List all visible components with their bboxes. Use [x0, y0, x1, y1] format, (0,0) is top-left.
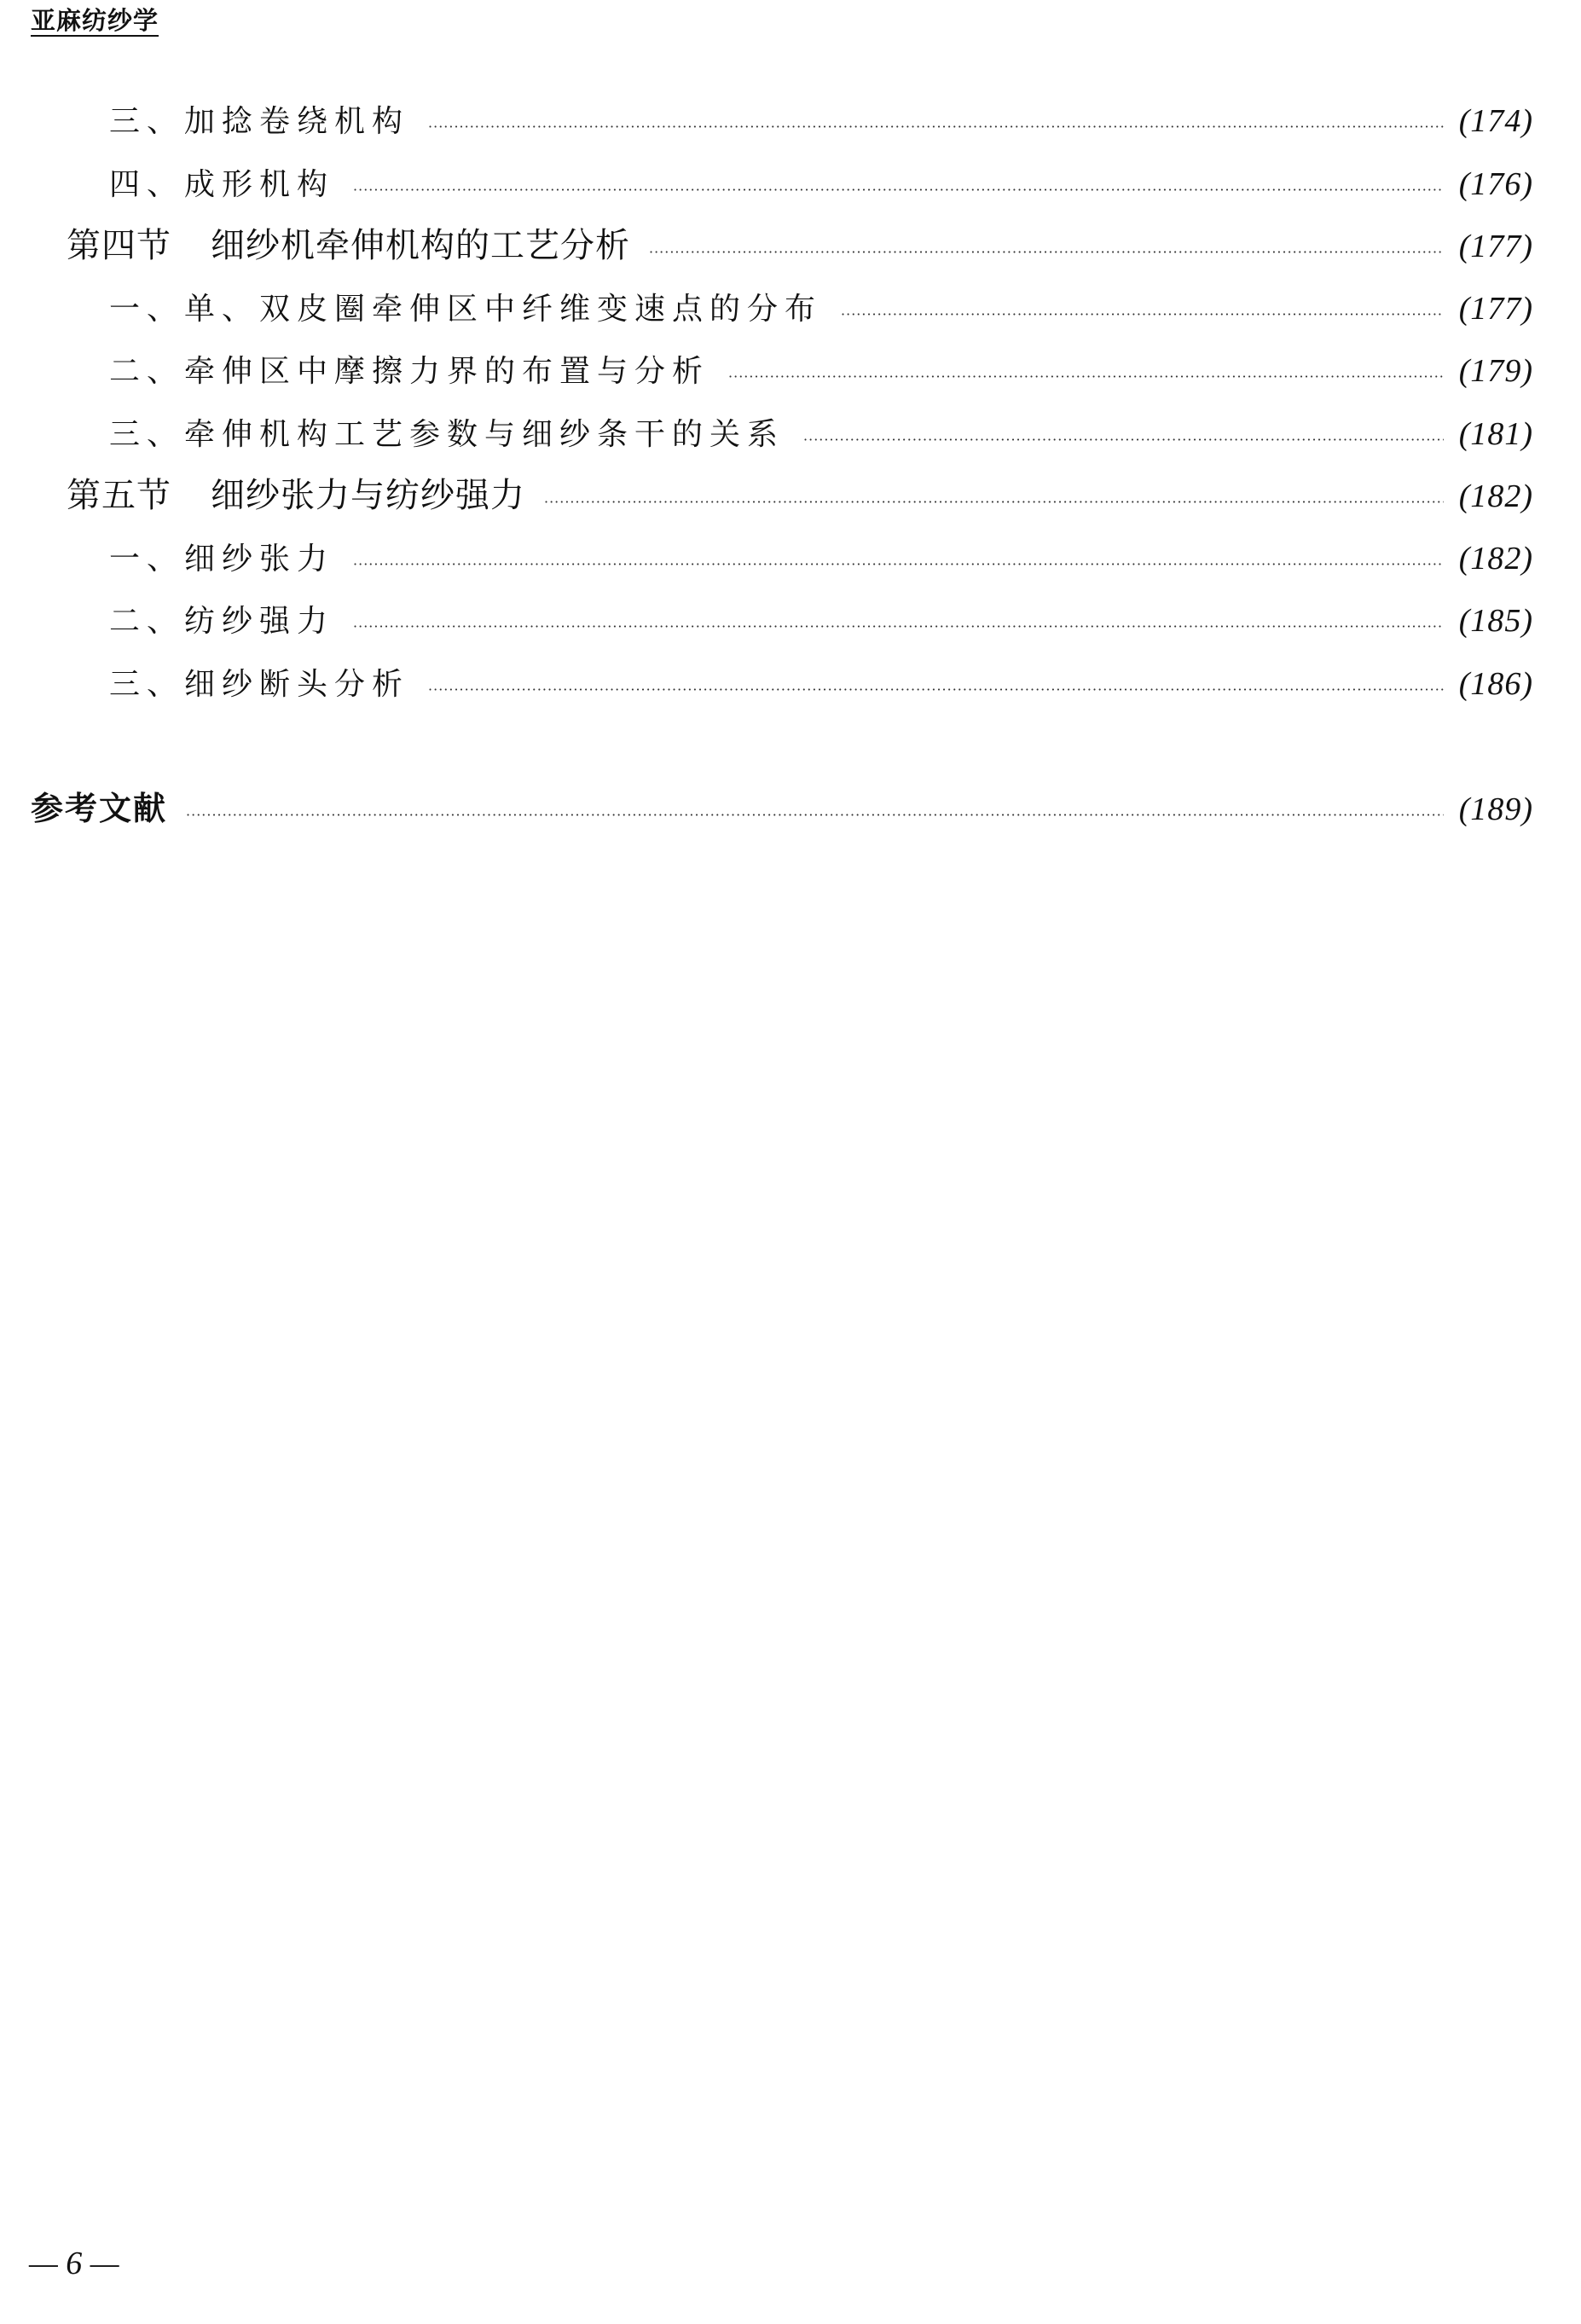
toc-entry-title: 一、细纱张力: [109, 542, 335, 577]
toc-entry-title: 三、牵伸机构工艺参数与细纱条干的关系: [109, 417, 785, 452]
toc-entry-page: (179): [1458, 353, 1533, 389]
toc-section-name: 细纱机牵伸机构的工艺分析: [211, 226, 630, 265]
toc-entry-title: 三、细纱断头分析: [109, 667, 410, 702]
toc-references-entry[interactable]: [31, 783, 1533, 834]
toc-entry-page: (182): [1458, 478, 1533, 514]
toc-section-number: 第四节: [67, 226, 171, 265]
toc-dot-leader: [728, 351, 1444, 397]
toc-dot-leader: [841, 289, 1444, 334]
toc-section-title: [67, 470, 525, 521]
toc-entry-title: 二、牵伸区中摩擦力界的布置与分析: [109, 354, 710, 389]
toc-entry-page: (177): [1458, 291, 1533, 327]
toc-dot-leader: [428, 664, 1444, 710]
toc-entry[interactable]: [109, 658, 1533, 710]
toc-entry[interactable]: [109, 283, 1533, 334]
toc-entry[interactable]: [109, 533, 1533, 584]
toc-entry-page: (177): [1458, 229, 1533, 264]
toc-dot-leader: [803, 414, 1444, 460]
toc-entry[interactable]: [109, 96, 1533, 147]
toc-entry-page: (181): [1458, 416, 1533, 452]
toc-entry-title: 一、单、双皮圈牵伸区中纤维变速点的分布: [109, 292, 823, 327]
toc-entry[interactable]: [109, 595, 1533, 646]
toc-section-number: 第五节: [67, 476, 171, 515]
toc-entry[interactable]: [109, 409, 1533, 460]
toc-section-title: [67, 220, 630, 271]
toc-entry-page: (186): [1458, 666, 1533, 702]
toc-entry[interactable]: [109, 345, 1533, 397]
toc-dot-leader: [544, 477, 1444, 521]
toc-dot-leader: [353, 601, 1444, 646]
toc-entry-page: (189): [1458, 791, 1533, 827]
toc-section-name: 细纱张力与纺纱强力: [211, 476, 525, 515]
toc-entry-title: 二、纺纱强力: [109, 604, 335, 639]
toc-dot-leader: [428, 101, 1444, 147]
toc-entry[interactable]: [109, 159, 1533, 210]
toc-references-title: 参考文献: [31, 790, 168, 827]
toc-dot-leader: [186, 790, 1444, 834]
toc-entry-page: (182): [1458, 541, 1533, 577]
toc-dot-leader: [649, 227, 1444, 271]
toc-entry-title: 三、加捻卷绕机构: [109, 104, 410, 139]
toc-section-entry[interactable]: [67, 220, 1533, 271]
toc-entry-page: (185): [1458, 603, 1533, 639]
toc-dot-leader: [353, 165, 1444, 210]
toc-section-entry[interactable]: [67, 470, 1533, 521]
toc-entry-page: (174): [1458, 103, 1533, 139]
running-header-title: 亚麻纺纱学: [31, 6, 159, 35]
page-number-footer: — 6 —: [29, 2246, 119, 2281]
toc-entry-page: (176): [1458, 166, 1533, 202]
toc-entry-title: 四、成形机构: [109, 167, 335, 202]
toc-dot-leader: [353, 539, 1444, 584]
